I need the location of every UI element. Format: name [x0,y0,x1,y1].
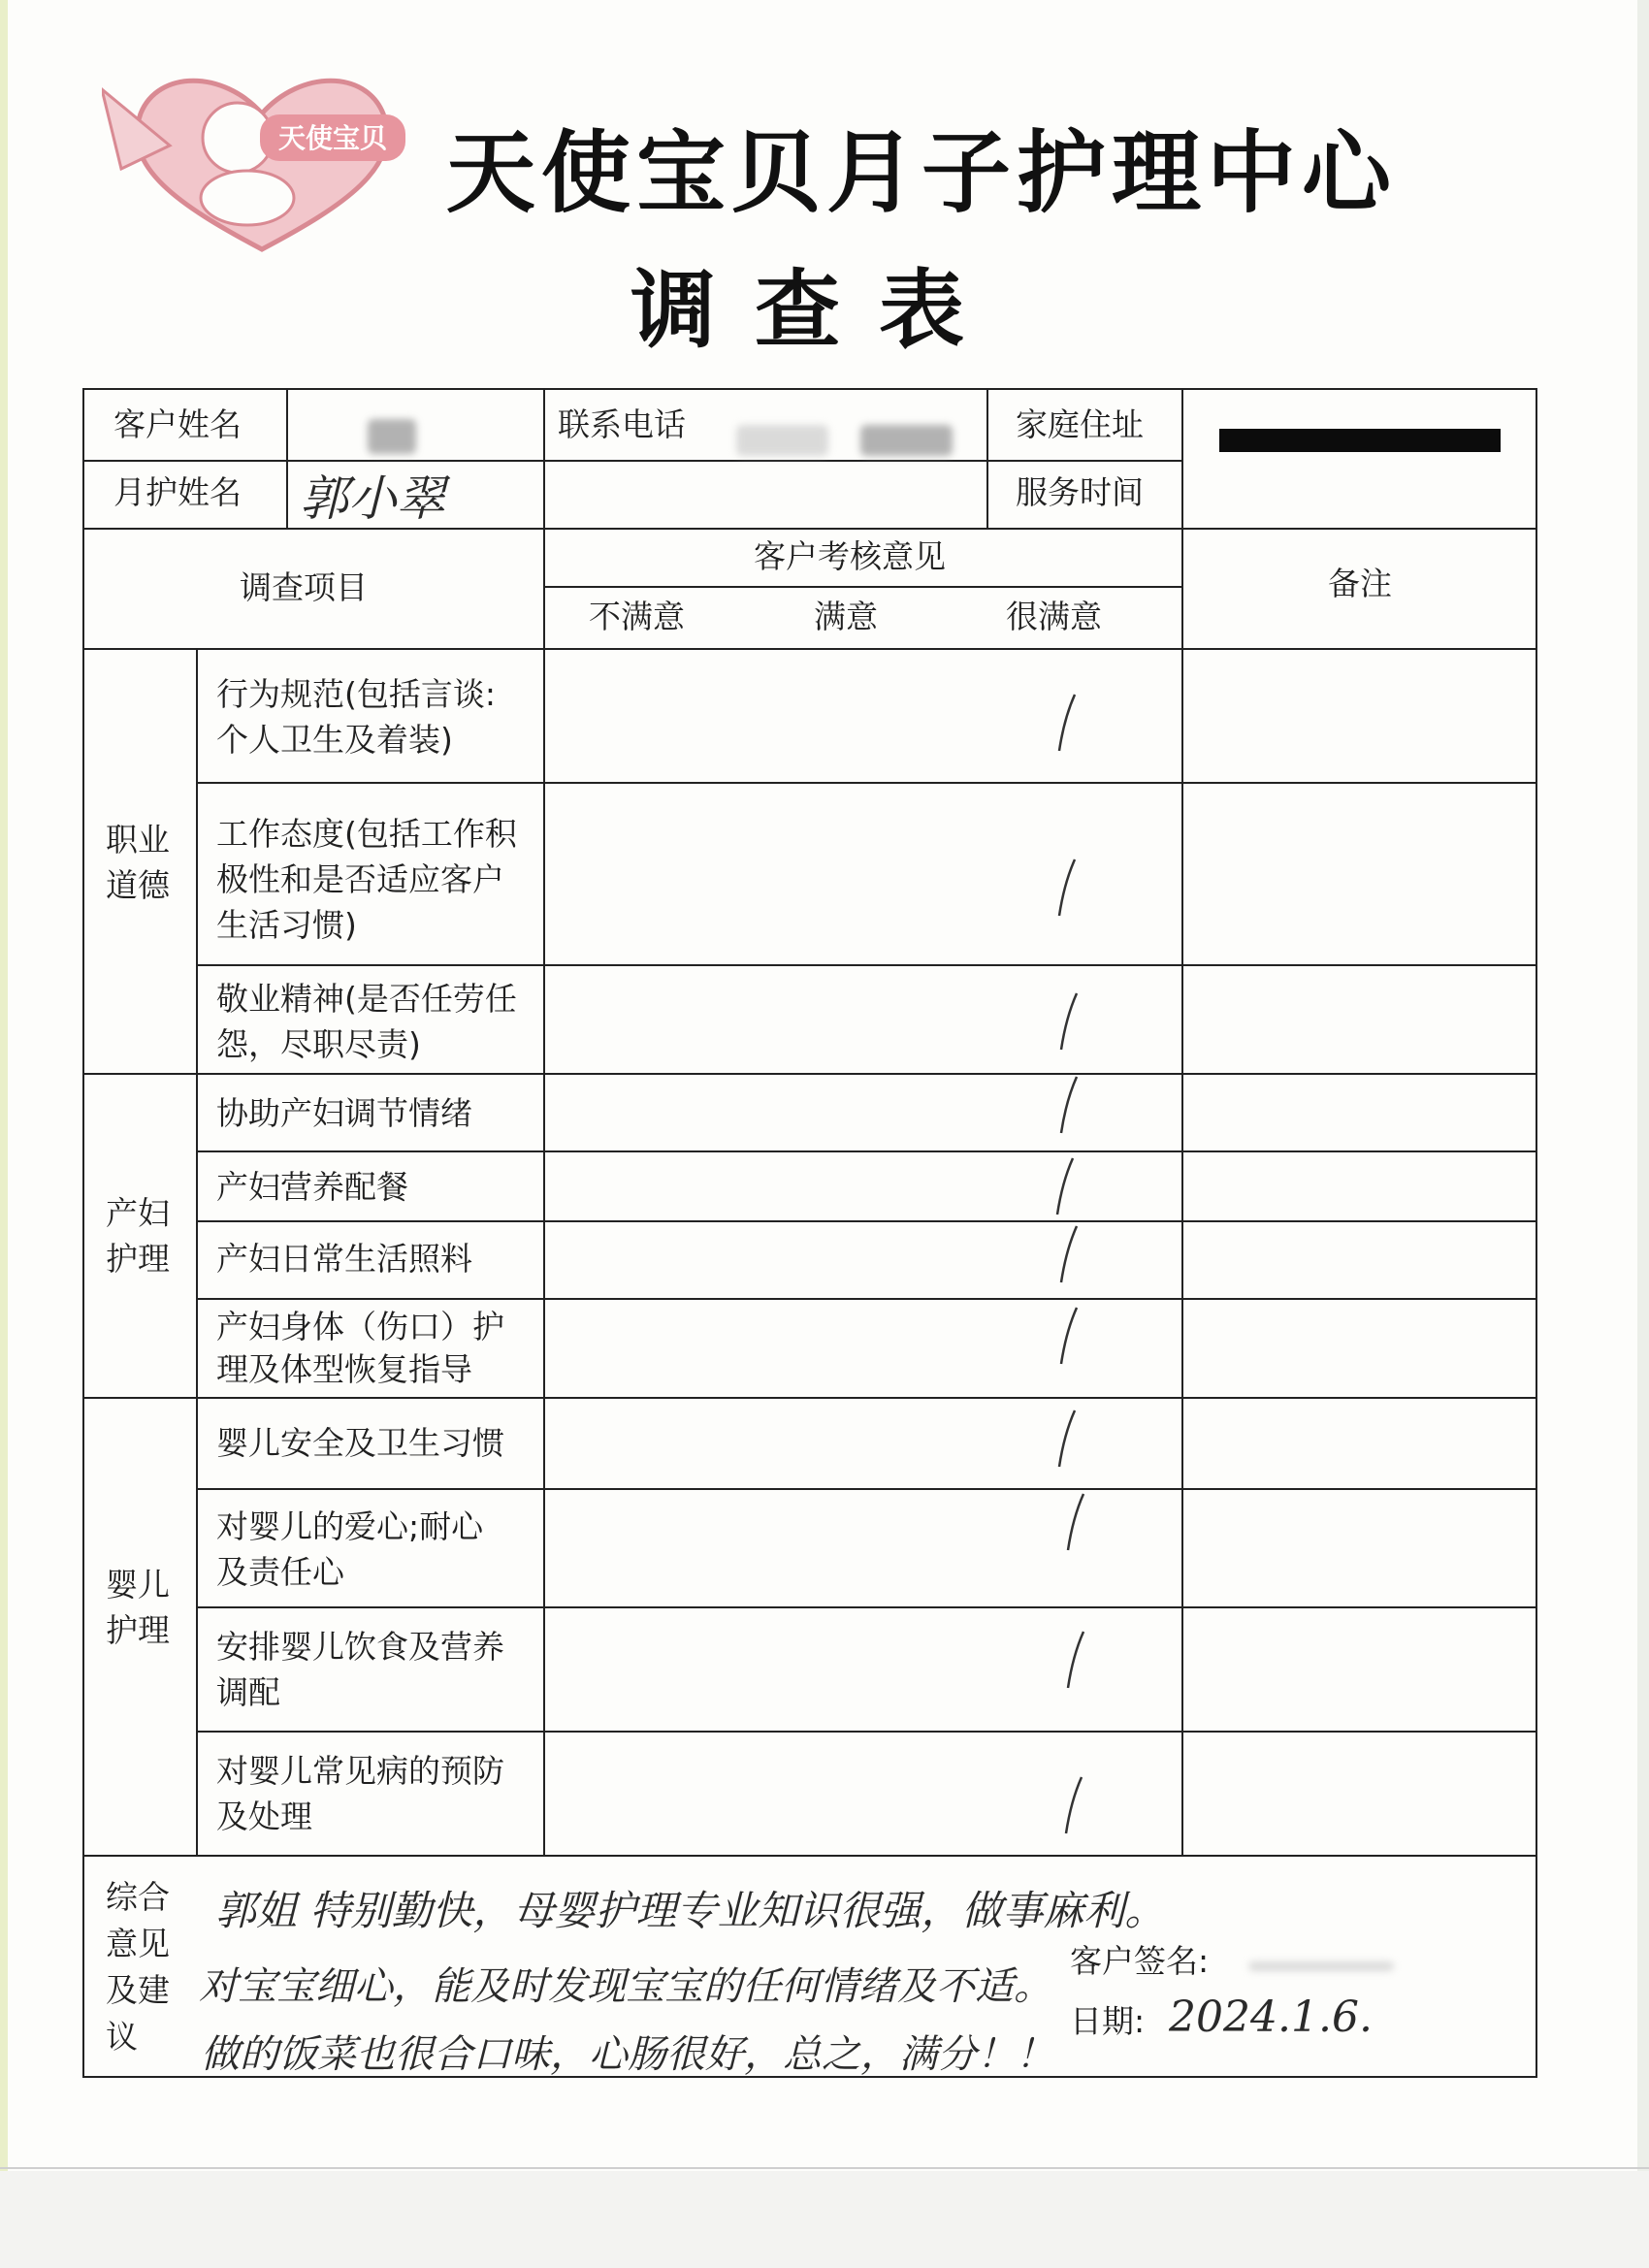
signature-label: 客户签名: [1070,1942,1210,1980]
group-label-ethics: 职业 [106,821,170,859]
check-mark-icon [1055,1156,1075,1216]
signature-redacted [1248,1961,1394,1971]
page-subtitle: 调查表 [630,260,1004,360]
check-mark-icon [1057,1409,1077,1469]
nurse-name-handwritten: 郭小翠 [300,470,445,527]
rule-h [84,1073,1536,1075]
summary-label: 议 [106,2018,138,2056]
rule-h [196,782,1536,784]
level-satisfied: 满意 [814,598,878,635]
rule-v [286,390,288,528]
item-daily-care: 产妇日常生活照料 [216,1240,472,1278]
comment-handwritten: 对宝宝细心，能及时发现宝宝的任何情绪及不适。 [199,1964,1052,2009]
heart-angel-logo [102,60,412,254]
survey-item-header: 调查项目 [240,568,368,606]
summary-label: 意见 [106,1925,170,1962]
date-handwritten: 2024.1.6. [1169,1993,1373,2042]
summary-label: 及建 [106,1971,170,2009]
rule-v [543,390,545,1855]
phone-redacted [736,425,828,456]
rule-v [1181,390,1183,1855]
item-dedication: 怨，尽职尽责) [216,1025,421,1063]
item-emotion-support: 协助产妇调节情绪 [216,1094,472,1132]
logo-text: 天使宝贝 [277,122,388,154]
address-redacted [1219,429,1501,452]
item-baby-safety: 婴儿安全及卫生习惯 [216,1424,504,1462]
address-label: 家庭住址 [1016,405,1144,443]
rule-h [196,1298,1536,1300]
check-mark-icon [1066,1492,1085,1552]
rule-h [84,460,1181,462]
paper-edge-left [0,0,8,2268]
nurse-name-label: 月护姓名 [113,473,242,511]
check-mark-icon [1064,1775,1083,1835]
item-work-attitude: 极性和是否适应客户 [216,860,504,898]
rule-h [196,1731,1536,1733]
group-label-mother-care: 护理 [106,1240,170,1278]
level-dissatisfied: 不满意 [589,598,685,635]
rule-v [196,648,198,1855]
item-baby-love: 及责任心 [216,1553,344,1591]
rule-h [196,1488,1536,1490]
comment-handwritten: 做的饭菜也很合口味，心肠很好，总之，满分！！ [201,2032,1054,2077]
paper-edge-bottom [0,2171,1649,2268]
rule-h [545,586,1181,588]
item-behavior: 个人卫生及着装) [216,721,453,759]
item-baby-diet: 安排婴儿饮食及营养 [216,1628,504,1666]
service-time-label: 服务时间 [1016,473,1144,511]
group-label-ethics: 道德 [106,866,170,904]
check-mark-icon [1057,693,1077,753]
customer-name-label: 客户姓名 [113,405,242,443]
level-very-satisfied: 很满意 [1006,598,1102,635]
item-body-recovery: 产妇身体（伤口）护 [216,1308,504,1345]
item-work-attitude: 生活习惯) [216,906,357,944]
summary-label: 综合 [106,1878,170,1916]
customer-opinion-header: 客户考核意见 [754,537,946,575]
item-body-recovery: 理及体型恢复指导 [216,1350,472,1388]
rule-h [196,1606,1536,1608]
item-dedication: 敬业精神(是否任劳任 [216,980,517,1018]
remark-header: 备注 [1328,565,1392,602]
check-mark-icon [1059,1224,1079,1284]
rule-h [196,1150,1536,1152]
item-baby-diet: 调配 [216,1673,280,1711]
customer-name-redacted [368,419,416,454]
group-label-mother-care: 产妇 [106,1194,170,1232]
check-mark-icon [1066,1630,1085,1690]
comment-handwritten: 郭姐 特别勤快，母婴护理专业知识很强，做事麻利。 [215,1887,1166,1934]
paper-edge-right [1637,0,1649,2268]
paper-bottom-rule [0,2167,1649,2169]
phone-label: 联系电话 [558,405,686,443]
item-nutrition-meals: 产妇营养配餐 [216,1168,408,1206]
survey-form [82,388,1537,2078]
item-baby-illness: 及处理 [216,1798,312,1835]
group-label-baby-care: 婴儿 [106,1566,170,1604]
rule-h [84,1855,1536,1857]
rule-h [84,648,1536,650]
phone-redacted [860,425,953,456]
check-mark-icon [1059,1306,1079,1366]
check-mark-icon [1059,991,1079,1052]
item-behavior: 行为规范(包括言谈: [216,675,496,713]
rule-h [196,1220,1536,1222]
item-baby-illness: 对婴儿常见病的预防 [216,1752,504,1790]
rule-h [196,964,1536,966]
rule-h [84,1397,1536,1399]
item-baby-love: 对婴儿的爱心;耐心 [216,1507,484,1545]
check-mark-icon [1057,858,1077,918]
page-title: 天使宝贝月子护理中心 [446,121,1398,225]
check-mark-icon [1059,1075,1079,1135]
rule-v [986,390,988,528]
date-label: 日期: [1070,2002,1146,2040]
group-label-baby-care: 护理 [106,1611,170,1649]
item-work-attitude: 工作态度(包括工作积 [216,815,517,853]
